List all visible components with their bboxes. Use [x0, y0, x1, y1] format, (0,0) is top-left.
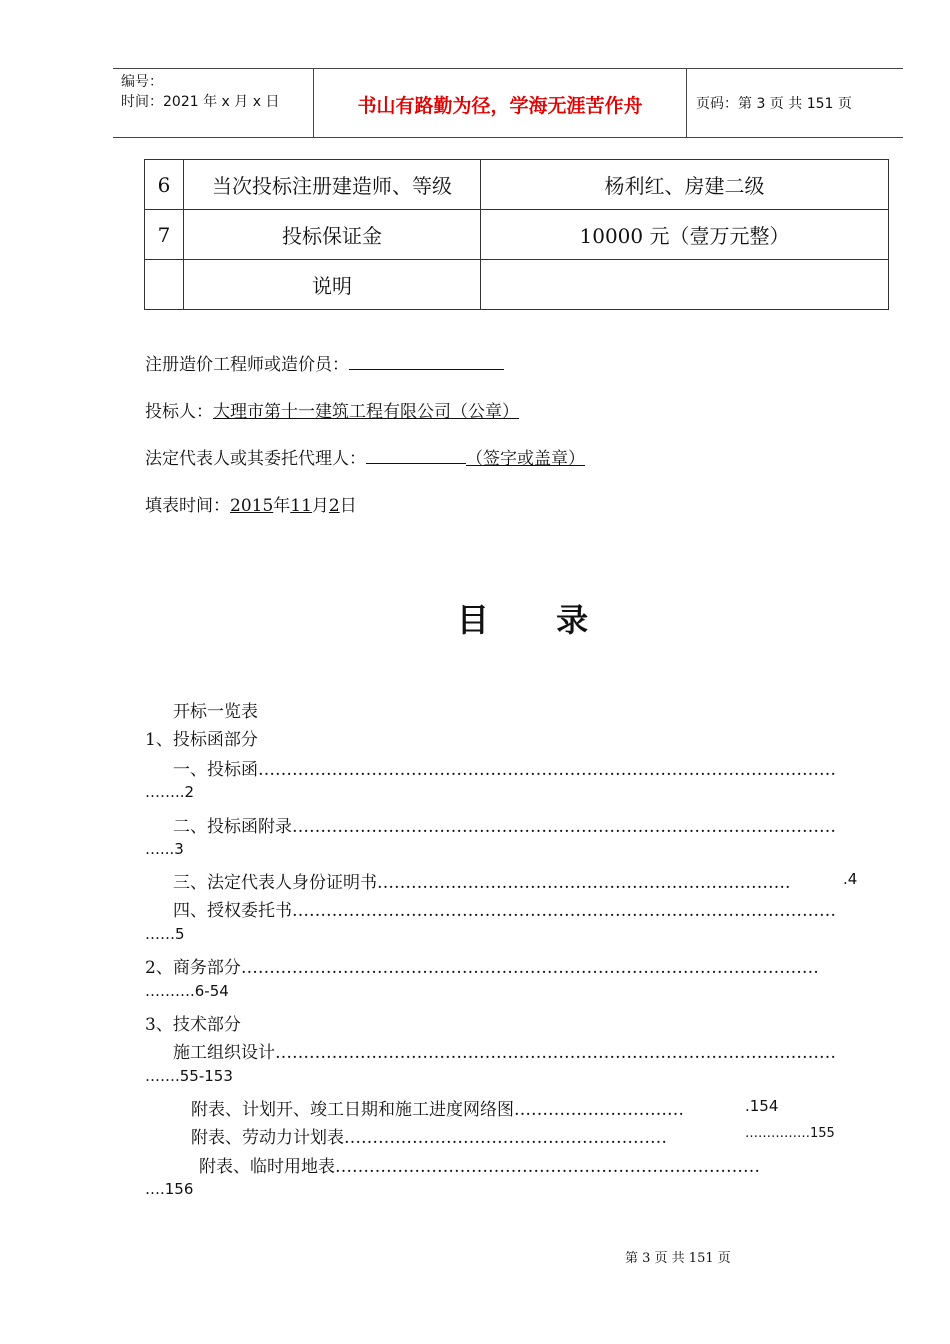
- row-label: 说明: [184, 260, 481, 310]
- row-number: 6: [145, 160, 184, 210]
- row-value: 10000 元（壹万元整）: [481, 210, 889, 260]
- toc-entry-page: ….156: [145, 1180, 194, 1198]
- page-footer: 第 3 页 共 151 页: [625, 1251, 731, 1266]
- toc-entry[interactable]: 附表、计划开、竣工日期和施工进度网络图…………………………: [191, 1100, 684, 1120]
- row-value: 杨利红、房建二级: [481, 160, 889, 210]
- toc-entry-page: …….55-153: [145, 1067, 233, 1085]
- toc-entry[interactable]: 附表、劳动力计划表…………………………………………………: [191, 1128, 667, 1148]
- table-row: [145, 160, 889, 210]
- row-label: 当次投标注册建造师、等级: [184, 160, 481, 210]
- date-day-unit: 日: [339, 496, 357, 516]
- representative-label: 法定代表人或其委托代理人：: [145, 449, 366, 469]
- toc-title: 目 录: [456, 601, 617, 639]
- time-label: 时间：2021 年 x 月 x 日: [121, 94, 280, 110]
- toc-entry[interactable]: 二、投标函附录……………………………………………………………………………………: [173, 817, 836, 837]
- date-month-unit: 月: [311, 496, 329, 516]
- bidder-label: 投标人：: [145, 402, 213, 422]
- date-month: 11: [290, 496, 312, 516]
- bid-info-table: [144, 159, 889, 310]
- toc-entry[interactable]: 施工组织设计………………………………………………………………………………………: [173, 1043, 836, 1063]
- date-year: 2015: [230, 496, 274, 516]
- toc-entry-page: .154: [745, 1097, 779, 1115]
- cost-engineer-line: [145, 350, 504, 375]
- header-divider: [686, 69, 687, 137]
- header-meta: [121, 72, 279, 112]
- toc-entry[interactable]: 三、法定代表人身份证明书……………………………………………………………….: [173, 873, 791, 893]
- toc-entry-page: …...3: [145, 840, 184, 858]
- representative-hint: （签字或盖章）: [466, 449, 585, 469]
- representative-line: [145, 444, 585, 469]
- row-number: 7: [145, 210, 184, 260]
- table-row: [145, 260, 889, 310]
- cost-engineer-label: 注册造价工程师或造价员：: [145, 355, 349, 375]
- toc-entry[interactable]: 3、技术部分: [145, 1015, 241, 1035]
- toc-entry[interactable]: 一、投标函…………………………………………………………………………………………: [173, 760, 836, 780]
- table-row: [145, 210, 889, 260]
- toc-entry-page: ……….6-54: [145, 982, 229, 1000]
- toc-entry-page: ……5: [145, 925, 185, 943]
- toc-entry-page: ……..2: [145, 783, 195, 801]
- cost-engineer-blank[interactable]: [349, 355, 504, 370]
- row-number: [145, 260, 184, 310]
- header-motto: 书山有路勤为径，学海无涯苦作舟: [357, 95, 643, 117]
- toc-entry[interactable]: 附表、临时用地表…………………………………………………………………: [199, 1157, 760, 1177]
- toc-entry[interactable]: 1、投标函部分: [145, 730, 258, 750]
- date-year-unit: 年: [273, 496, 291, 516]
- date-day: 2: [328, 496, 340, 516]
- representative-blank[interactable]: [366, 449, 466, 464]
- toc-entry[interactable]: 开标一览表: [173, 702, 258, 722]
- toc-entry[interactable]: 2、商务部分…………………………………………………………………………………………: [145, 958, 819, 978]
- page-header: [113, 68, 903, 138]
- toc-entry-page: ……………155: [745, 1126, 835, 1141]
- number-label: 编号：: [121, 74, 163, 90]
- row-label: 投标保证金: [184, 210, 481, 260]
- toc-entry[interactable]: 四、授权委托书……………………………………………………………………………………: [173, 901, 836, 921]
- toc-entry-page: .4: [843, 870, 858, 888]
- date-label: 填表时间：: [145, 496, 230, 516]
- header-page-label: 页码：第 3 页 共 151 页: [696, 96, 852, 112]
- bidder-line: [145, 397, 519, 422]
- date-line: [145, 491, 357, 516]
- row-value: [481, 260, 889, 310]
- bidder-value: 大理市第十一建筑工程有限公司（公章）: [213, 402, 519, 422]
